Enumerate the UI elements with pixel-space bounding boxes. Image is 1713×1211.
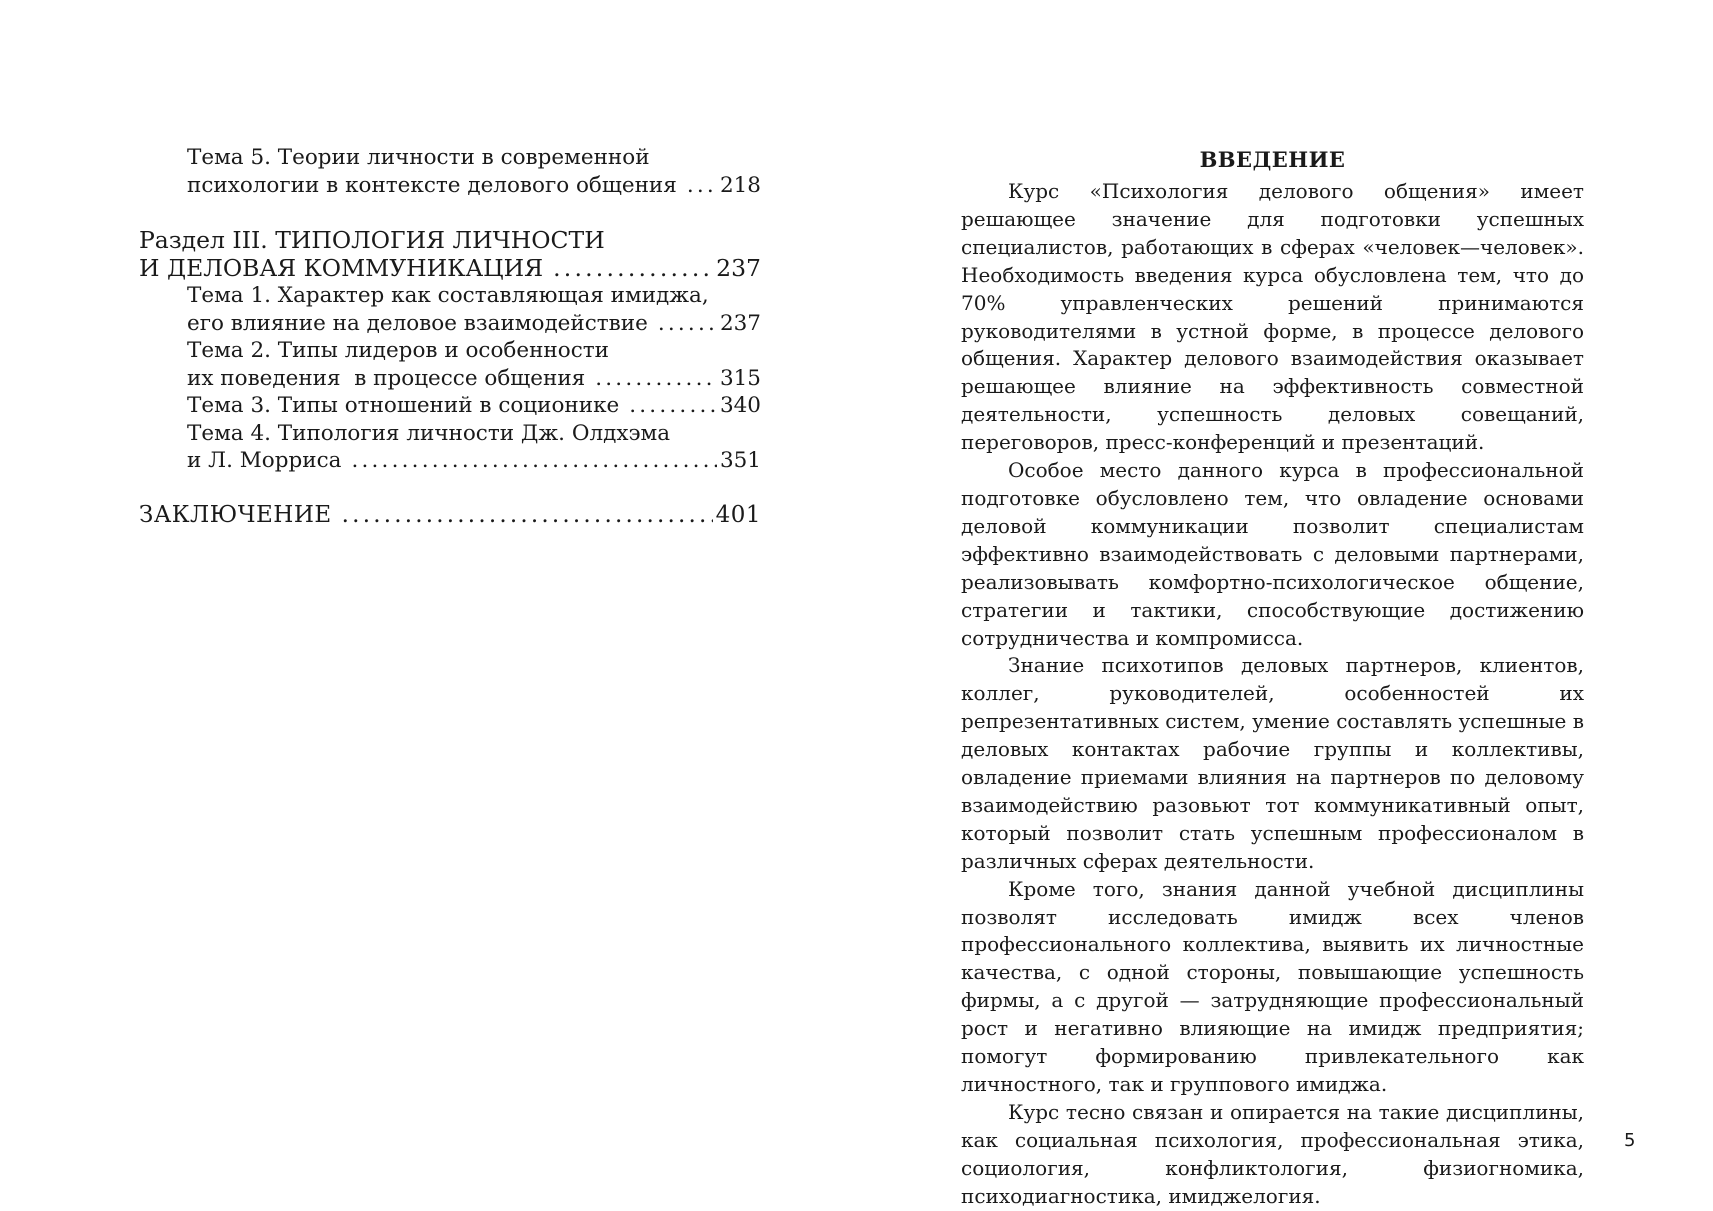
toc-page-number: 401 [715,501,761,528]
table-of-contents [139,144,761,529]
toc-entry-topic-2[interactable] [139,337,761,392]
toc-entry-line: Раздел III. ТИПОЛОГИЯ ЛИЧНОСТИ [139,226,605,254]
right-page [857,0,1713,1211]
dot-leader [687,172,717,200]
toc-entry-line: Тема 2. Типы лидеров и особенности [187,338,609,363]
toc-entry-topic-4[interactable] [139,420,761,475]
body-paragraph: Курс тесно связан и опирается на такие дисциплины, как социальная психология, профессиональная этика, социология, конфликтология, физиогномика, психодиагностика, имиджелогия. [961,1099,1584,1208]
toc-entry-conclusion[interactable] [139,502,761,530]
dot-leader [658,310,717,338]
dot-leader [629,392,717,420]
toc-entry-topic-5[interactable] [139,144,761,199]
page-number: 5 [1624,1130,1636,1151]
body-paragraph: Знание психотипов деловых партнеров, клиентов, коллег, руководителей, особенностей их репрезентативных систем, умение составлять успешные в деловых контактах рабочие группы и коллективы, овладение приемами влияния на партнеров по деловому взаимодействию разовьют тот коммуникативный опыт, который позволит стать успешным профессионалом в различных сферах деятельности. [961,653,1584,873]
toc-entry-line: его влияние на деловое взаимодействие [187,310,648,336]
toc-page-number: 340 [719,393,761,418]
toc-entry-line: Тема 4. Типология личности Дж. Олдхэма [187,420,671,446]
toc-entry-line: и Л. Морриса [187,448,342,473]
toc-entry-line: Тема 5. Теории личности в современной [187,145,650,170]
toc-entry-line: Тема 3. Типы отношений в соционике [187,393,620,418]
dot-leader [595,365,717,393]
toc-page-number: 237 [716,254,761,282]
toc-entry-topic-1[interactable] [139,282,761,337]
section-title: ВВЕДЕНИЕ [1199,147,1346,172]
toc-entry-section-3[interactable] [139,226,761,282]
toc-entry-line: И ДЕЛОВАЯ КОММУНИКАЦИЯ [139,254,544,282]
toc-entry-line: ЗАКЛЮЧЕНИЕ [139,501,332,528]
body-paragraph: Курс «Психология делового общения» имеет решающее значение для подготовки успешных специалистов, работающих в сферах «человек—человек». Необходимость введения курса обусловлена тем, что до 70% управленческих решений принимаются руководителями в устной форме, в процессе делового общения. Характер делового взаимодействия оказывает решающее влияние на эффективность совместной деятельности, успешность деловых совещаний, переговоров, пресс-конференций и презентаций. [961,179,1584,455]
left-page [0,0,856,1211]
toc-entry-line: психологии в контексте делового общения [187,172,677,198]
body-paragraph: Особое место данного курса в профессиональной подготовке обусловлено тем, что овладение основами деловой коммуникации позволит специалистам эффективно взаимодействовать с деловыми партнерами, реализовывать комфортно-психологическое общение, стратегии и тактики, способствующие достижению сотрудничества и компромисса. [961,458,1584,650]
toc-entry-line: Тема 1. Характер как составляющая имиджа, [187,283,709,308]
toc-page-number: 315 [719,365,761,391]
toc-page-number: 237 [719,310,761,336]
toc-entry-line: их поведения в процессе общения [187,365,586,391]
toc-page-number: 351 [719,448,761,473]
introduction-section [961,146,1584,1211]
dot-leader [351,447,717,475]
dot-leader [553,254,713,282]
body-paragraph: Кроме того, знания данной учебной дисциплины позволят исследовать имидж всех членов профессионального коллектива, выявить их личностные качества, с одной стороны, повышающие успешность фирмы, а с другой — затрудняющие профессиональный рост и негативно влияющие на имидж предприятия; помогут формированию привлекательного как личностного, так и группового имиджа. [961,876,1584,1096]
dot-leader [342,502,713,530]
toc-page-number: 218 [719,172,761,198]
toc-entry-topic-3[interactable] [139,392,761,420]
